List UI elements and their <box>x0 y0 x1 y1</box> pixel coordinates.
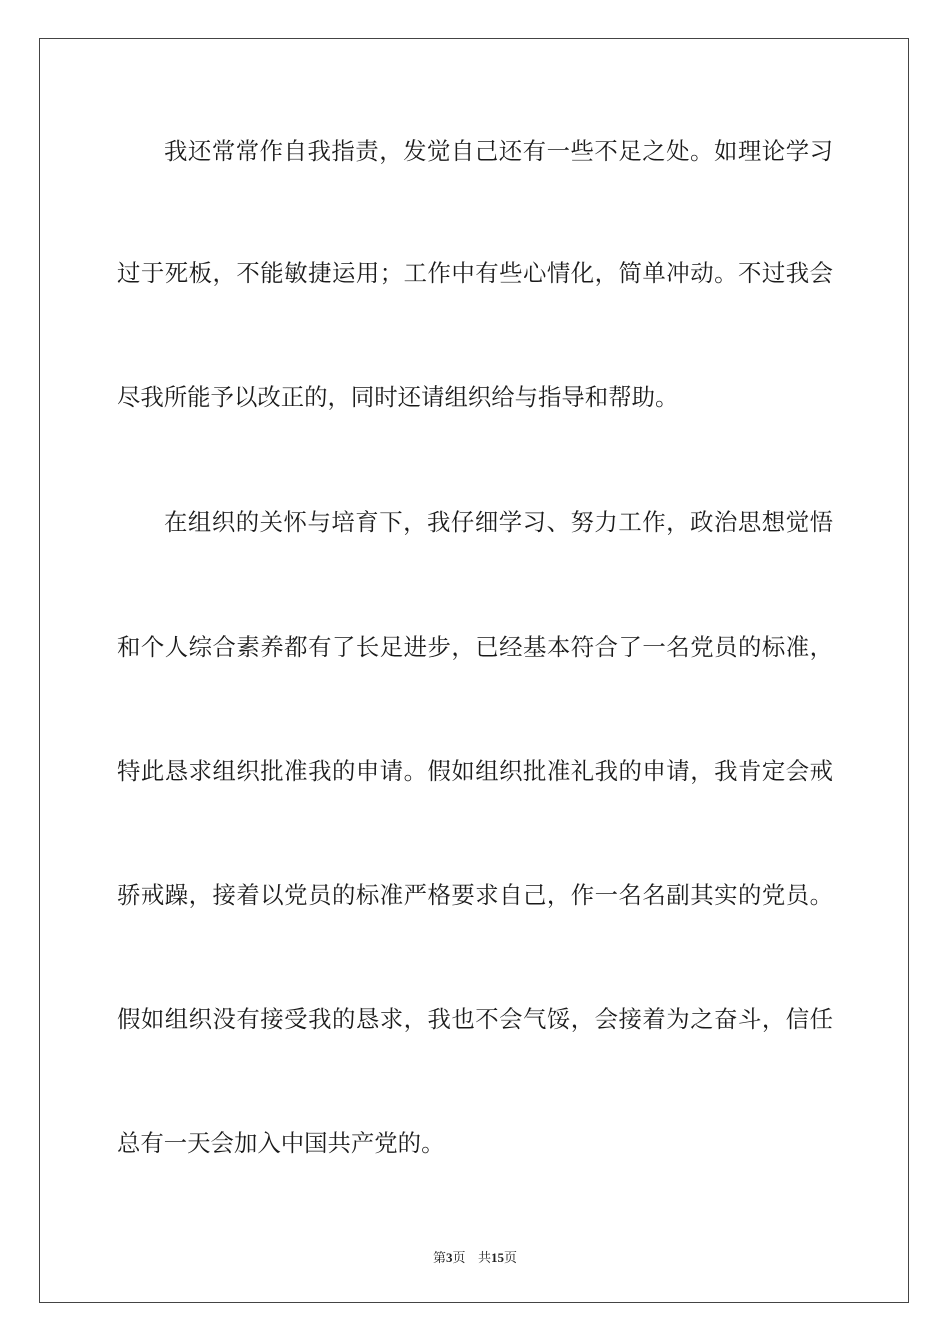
paragraph-1-line-2: 过于死板，不能敏捷运用；工作中有些心情化，简单冲动。不过我会 <box>117 259 833 287</box>
page-footer <box>0 1247 950 1266</box>
page-prefix: 第 <box>433 1251 447 1266</box>
page-number: 3 <box>446 1250 453 1265</box>
page-suffix: 页 <box>452 1251 466 1266</box>
paragraph-2-line-3: 特此恳求组织批准我的申请。假如组织批准礼我的申请，我肯定会戒 <box>117 757 833 785</box>
paragraph-2-line-1: 在组织的关怀与培育下，我仔细学习、努力工作，政治思想觉悟 <box>164 508 833 536</box>
paragraph-2-line-4: 骄戒躁，接着以党员的标准严格要求自己，作一名名副其实的党员。 <box>117 881 833 909</box>
paragraph-2-line-6: 总有一天会加入中国共产党的。 <box>117 1129 445 1157</box>
total-suffix: 页 <box>503 1251 517 1266</box>
paragraph-2-line-5: 假如组织没有接受我的恳求，我也不会气馁，会接着为之奋斗，信任 <box>117 1005 833 1033</box>
paragraph-1-line-3: 尽我所能予以改正的，同时还请组织给与指导和帮助。 <box>117 383 679 411</box>
paragraph-2-line-2: 和个人综合素养都有了长足进步，已经基本符合了一名党员的标准， <box>117 633 833 661</box>
paragraph-1-line-1: 我还常常作自我指责，发觉自己还有一些不足之处。如理论学习 <box>164 137 833 165</box>
page-border <box>39 38 909 1303</box>
total-prefix: 共 <box>477 1251 491 1266</box>
total-pages: 15 <box>490 1250 504 1265</box>
